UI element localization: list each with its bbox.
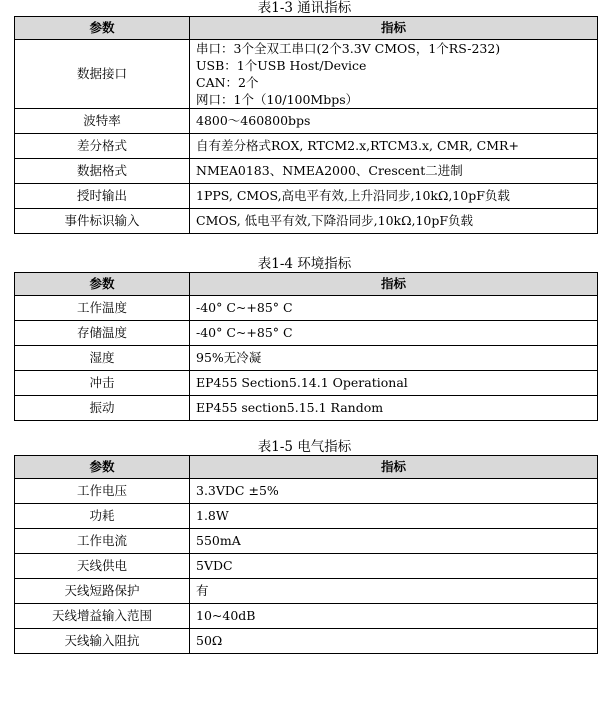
table-header-row	[15, 17, 598, 40]
value-line: 网口：1个（10/100Mbps）	[196, 92, 359, 107]
table-row	[15, 529, 598, 554]
header-param: 参数	[15, 456, 190, 479]
table-1-5-electrical	[14, 455, 598, 654]
value-cell: -40° C~+85° C	[190, 296, 598, 321]
param-cell: 冲击	[15, 371, 190, 396]
value-line: USB：1个USB Host/Device	[196, 58, 367, 73]
value-cell: EP455 section5.15.1 Random	[190, 396, 598, 421]
param-cell: 授时输出	[15, 184, 190, 209]
param-cell: 振动	[15, 396, 190, 421]
table-1-3-caption: 表1-3 通讯指标	[257, 0, 352, 16]
param-cell: 湿度	[15, 346, 190, 371]
table-row	[15, 579, 598, 604]
param-cell: 工作温度	[15, 296, 190, 321]
table-header-row	[15, 456, 598, 479]
value-cell: CMOS, 低电平有效,下降沿同步,10kΩ,10pF负载	[190, 209, 598, 234]
value-cell: 10~40dB	[190, 604, 598, 629]
table-row	[15, 346, 598, 371]
table-row	[15, 40, 598, 109]
value-cell: 4800～460800bps	[190, 109, 598, 134]
table-row	[15, 209, 598, 234]
param-cell: 功耗	[15, 504, 190, 529]
param-cell: 天线输入阻抗	[15, 629, 190, 654]
value-cell	[190, 40, 598, 109]
table-row	[15, 296, 598, 321]
table-row	[15, 184, 598, 209]
table-1-4-environment	[14, 272, 598, 421]
table-row	[15, 504, 598, 529]
value-cell: 1.8W	[190, 504, 598, 529]
table-row	[15, 604, 598, 629]
value-cell: 5VDC	[190, 554, 598, 579]
table-1-3-communication	[14, 16, 598, 234]
table-row	[15, 159, 598, 184]
param-cell: 天线供电	[15, 554, 190, 579]
table-1-4-caption: 表1-4 环境指标	[257, 256, 352, 272]
value-cell: 有	[190, 579, 598, 604]
table-row	[15, 629, 598, 654]
table-row	[15, 371, 598, 396]
table-1-5-caption: 表1-5 电气指标	[257, 439, 352, 455]
param-cell: 天线增益输入范围	[15, 604, 190, 629]
table-header-row	[15, 273, 598, 296]
header-spec: 指标	[190, 17, 598, 40]
param-cell: 数据接口	[15, 40, 190, 109]
value-cell: 550mA	[190, 529, 598, 554]
value-cell: 3.3VDC ±5%	[190, 479, 598, 504]
value-cell: -40° C~+85° C	[190, 321, 598, 346]
param-cell: 差分格式	[15, 134, 190, 159]
table-row	[15, 554, 598, 579]
param-cell: 存储温度	[15, 321, 190, 346]
table-row	[15, 134, 598, 159]
value-cell: 1PPS, CMOS,高电平有效,上升沿同步,10kΩ,10pF负载	[190, 184, 598, 209]
table-row	[15, 479, 598, 504]
param-cell: 事件标识输入	[15, 209, 190, 234]
param-cell: 天线短路保护	[15, 579, 190, 604]
value-line: 串口：3个全双工串口(2个3.3V CMOS，1个RS-232)	[196, 41, 501, 56]
param-cell: 工作电压	[15, 479, 190, 504]
header-spec: 指标	[190, 273, 598, 296]
param-cell: 波特率	[15, 109, 190, 134]
value-line: CAN：2个	[196, 75, 259, 90]
header-param: 参数	[15, 273, 190, 296]
table-row	[15, 396, 598, 421]
header-spec: 指标	[190, 456, 598, 479]
header-param: 参数	[15, 17, 190, 40]
value-cell: 50Ω	[190, 629, 598, 654]
value-cell: NMEA0183、NMEA2000、Crescent二进制	[190, 159, 598, 184]
param-cell: 数据格式	[15, 159, 190, 184]
param-cell: 工作电流	[15, 529, 190, 554]
value-cell: EP455 Section5.14.1 Operational	[190, 371, 598, 396]
value-cell: 自有差分格式ROX, RTCM2.x,RTCM3.x, CMR, CMR+	[190, 134, 598, 159]
value-cell: 95%无冷凝	[190, 346, 598, 371]
table-row	[15, 321, 598, 346]
table-row	[15, 109, 598, 134]
